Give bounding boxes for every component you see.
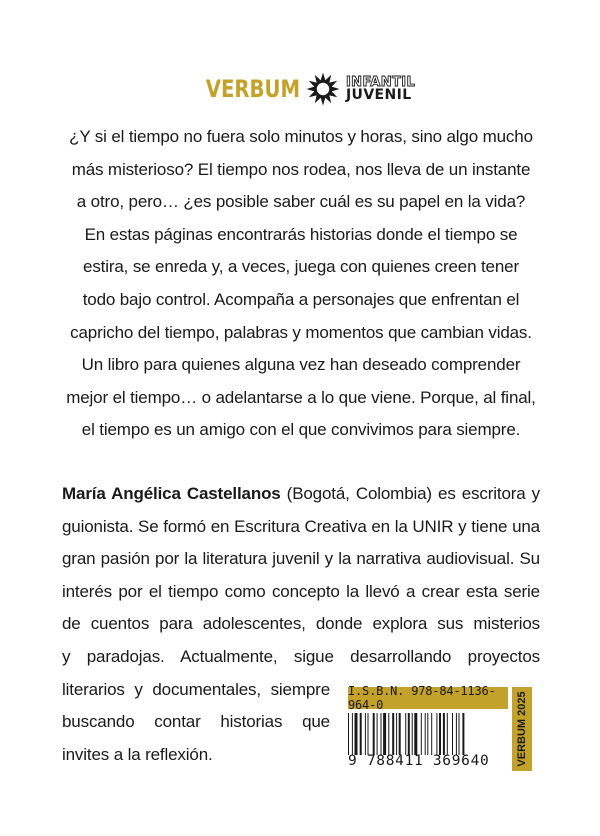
bio-line: de cuentos para adolescentes, donde explora sus misterios xyxy=(62,614,540,634)
synopsis-line: En estas páginas encontrarás historias donde el tiempo se xyxy=(84,224,518,244)
isbn-label: I.S.B.N. 978-84-1136-964-0 xyxy=(348,687,508,709)
spine-text: VERBUM 2025 xyxy=(516,691,528,767)
barcode-bar xyxy=(456,713,457,755)
barcode-bar xyxy=(452,713,453,755)
bio-line: invites a la reflexión. xyxy=(62,744,213,764)
barcode-bar xyxy=(392,713,394,755)
barcode-bar xyxy=(396,713,397,755)
bio-line: guionista. Se formó en Escritura Creativa en la UNIR y tiene una xyxy=(62,516,540,536)
synopsis-line: ¿Y si el tiempo no fuera solo minutos y horas, sino algo mucho xyxy=(69,127,533,146)
starburst-icon xyxy=(306,72,340,106)
brand-subtitle-juvenil: JUVENIL xyxy=(345,87,412,103)
barcode-bar xyxy=(365,713,366,755)
barcode-bar xyxy=(388,713,389,755)
barcode-bar xyxy=(352,713,353,755)
barcode-bar xyxy=(360,713,362,755)
barcode-bar xyxy=(436,713,437,755)
synopsis-line: todo bajo control. Acompaña a personajes que enfrentan el xyxy=(82,289,520,309)
author-name: María Angélica Castellanos xyxy=(62,484,281,503)
synopsis-line: capricho del tiempo, palabras y momentos que cambian vidas. xyxy=(70,322,532,342)
synopsis-line: más misterioso? El tiempo nos rodea, nos lleva de un instante xyxy=(71,159,531,179)
bio-line: literarios y documentales, siempre xyxy=(62,679,330,699)
brand-subtitle-infantil: INFANTIL xyxy=(345,75,416,90)
barcode-bar xyxy=(439,713,441,755)
barcode-bar xyxy=(412,713,413,755)
barcode-bars xyxy=(348,713,508,755)
publisher-logo xyxy=(0,72,600,106)
barcode-bar xyxy=(383,713,386,755)
barcode-bar xyxy=(381,713,382,755)
barcode-bar xyxy=(414,713,417,755)
barcode-bar xyxy=(447,713,448,755)
synopsis-line: a otro, pero… ¿es posible saber cuál es su papel en la vida? xyxy=(76,192,526,212)
barcode-bar xyxy=(373,713,375,755)
book-synopsis xyxy=(62,121,540,447)
barcode-bar xyxy=(421,713,422,755)
barcode-bar xyxy=(355,713,358,755)
barcode-bar xyxy=(368,713,369,755)
brand-name: VERBUM xyxy=(205,75,300,103)
bio-line: interés por el tiempo como concepto la llevó a crear esta serie xyxy=(62,581,540,601)
isbn-barcode-block xyxy=(348,684,532,773)
barcode-bar xyxy=(431,713,432,755)
brand-subtitle xyxy=(346,76,415,102)
barcode-bar xyxy=(377,713,378,755)
bio-first-line-rest: (Bogotá, Colombia) es escritora y xyxy=(280,484,540,503)
synopsis-line: estira, se enreda y, a veces, juega con quienes creen tener xyxy=(83,257,519,277)
bio-line: buscando contar historias que xyxy=(62,712,330,732)
barcode-bar xyxy=(459,713,460,755)
barcode-bar xyxy=(427,713,428,755)
barcode-bar xyxy=(399,713,401,755)
barcode-bar xyxy=(462,713,464,755)
barcode-bar xyxy=(443,713,445,755)
barcode-bar xyxy=(425,713,426,755)
barcode-digits: 9 788411 369640 xyxy=(348,753,490,769)
spine-label xyxy=(512,687,532,771)
bio-line: gran pasión por la literatura juvenil y la narrativa audiovisual. Su xyxy=(62,549,540,569)
synopsis-line: mejor el tiempo… o adelantarse a lo que viene. Porque, al final, xyxy=(66,387,536,407)
bio-line: y paradojas. Actualmente, sigue desarrollando proyectos xyxy=(62,646,540,666)
barcode-bar xyxy=(348,713,349,755)
bio-line xyxy=(62,478,540,511)
barcode-bar xyxy=(405,713,406,755)
synopsis-line: Un libro para quienes alguna vez han deseado comprender xyxy=(81,355,521,375)
barcode-bar xyxy=(408,713,410,755)
synopsis-line: el tiempo es un amigo con el que convivimos para siempre. xyxy=(81,420,521,440)
